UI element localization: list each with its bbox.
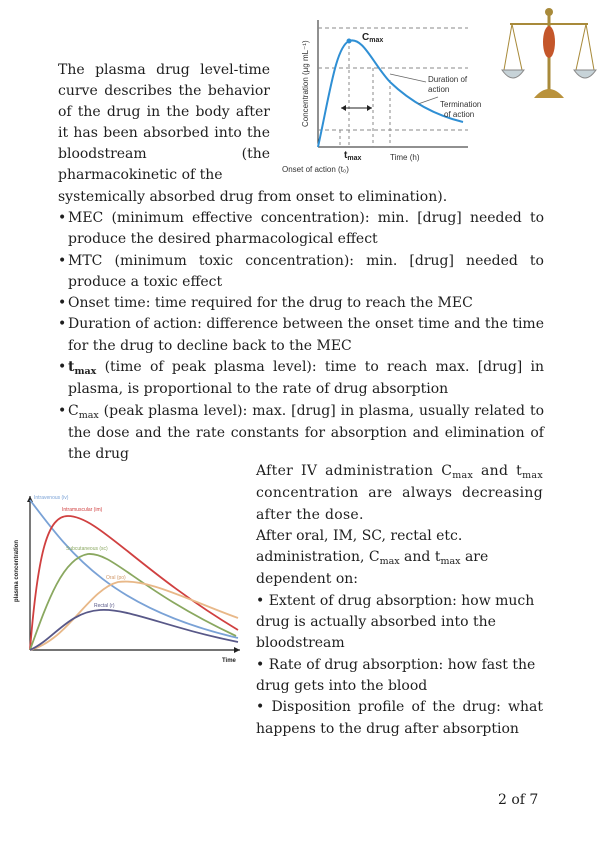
duration-label: Duration of action	[428, 75, 468, 94]
label-sc: Subcutaneous (sc)	[66, 546, 108, 552]
page-number: 2 of 7	[498, 792, 539, 808]
label-iv: Intravenous (iv)	[34, 495, 69, 501]
curve-po	[30, 582, 238, 650]
factor-extent: • Extent of drug absorption: how much drug is actually absorbed into the bloodstream	[256, 592, 535, 652]
plasma-level-time-figure	[278, 12, 510, 177]
label-r: Rectal (r)	[94, 603, 115, 609]
intro-paragraph: The plasma drug level-time curve describes the behavior of the drug in the body after it has been absorbed into the bloodstream (the pharmacokinetic of the	[58, 62, 270, 183]
termination-label: Termination of action	[440, 100, 482, 119]
list-item: • MTC (minimum toxic concentration): min. [drug] needed to produce a toxic effect	[58, 252, 544, 290]
label-im: Intramuscular (im)	[62, 507, 103, 513]
factor-rate: • Rate of drug absorption: how fast the drug gets into the blood	[256, 656, 536, 694]
list-item: • Onset time: time required for the drug to reach the MEC	[58, 295, 473, 312]
balance-scale-image	[500, 2, 598, 102]
y-axis-label: Concentration (µg mL⁻¹)	[301, 40, 310, 127]
iv-paragraph: After IV administration $C_{max}$ and $t_{max}$ concentration are always decreasing after the dose.	[256, 463, 543, 523]
intro-paragraph-tail: systemically absorbed drug from onset to elimination).	[58, 189, 448, 205]
list-item: • $C_{max}$ (peak plasma level): max. [drug] in plasma, usually related to the dose and the rate constants for absorption and elimination of the drug	[58, 402, 544, 463]
cmax-label: $C_{max}$	[362, 32, 384, 44]
curve-sc	[30, 554, 236, 650]
factor-disposition: • Disposition profile of the drug: what happens to the drug after absorption	[256, 699, 543, 737]
list-item: • $t_{max}$ (time of peak plasma level): time to reach max. [drug] in plasma, is proportional to the rate of drug absorption	[58, 359, 544, 398]
list-item: • Duration of action: difference between the onset time and the time for the drug to decline back to the MEC	[58, 316, 544, 354]
definition-list	[58, 208, 544, 466]
tmax-label: $t_{max}$	[344, 150, 362, 162]
peak-point	[347, 39, 352, 44]
oral-paragraph: After oral, IM, SC, rectal etc. administration, $C_{max}$ and $t_{max}$ are dependent on:	[256, 527, 489, 588]
y-axis-label: plasma concentration	[14, 539, 20, 602]
time-axis-label: Time (h)	[390, 153, 420, 162]
list-item: • MEC (minimum effective concentration): min. [drug] needed to produce the desired pharmacological effect	[58, 210, 544, 248]
administration-text	[256, 461, 543, 740]
administration-routes-figure	[8, 490, 248, 670]
onset-label: Onset of action (t₀)	[282, 165, 349, 174]
curve-iv	[30, 500, 238, 638]
x-axis-label: Time	[222, 658, 236, 664]
label-po: Oral (po)	[106, 575, 126, 581]
